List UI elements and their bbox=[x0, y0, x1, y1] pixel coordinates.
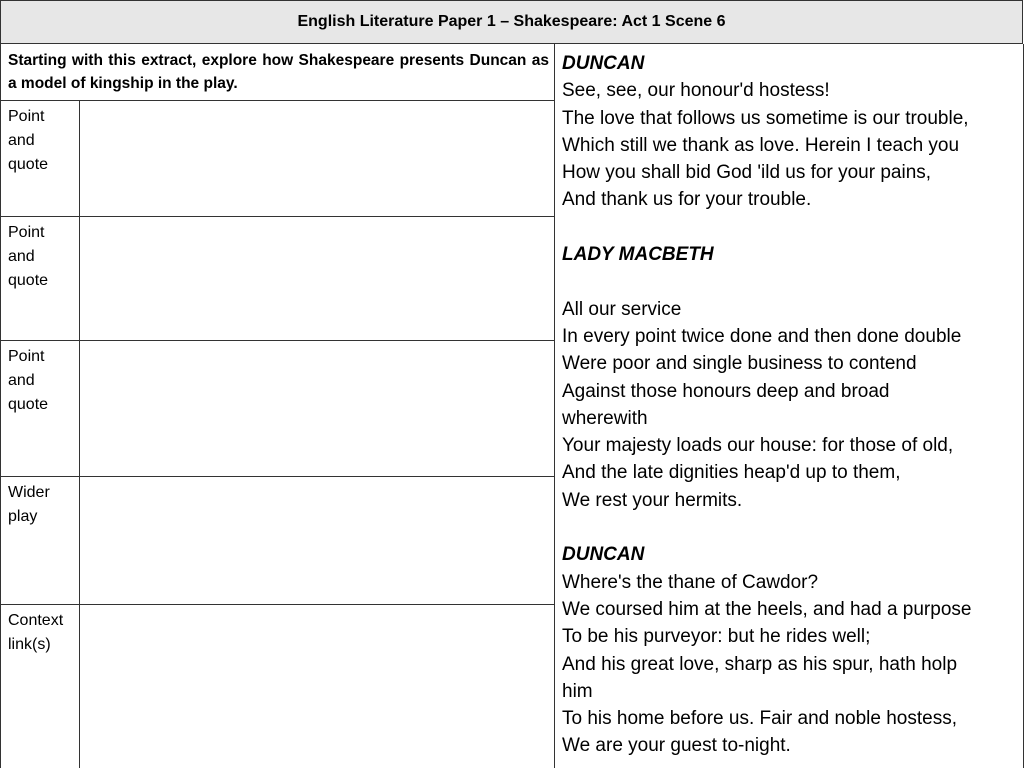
answer-cell[interactable] bbox=[80, 341, 555, 476]
verse-line: Which still we thank as love. Herein I teach you bbox=[562, 134, 960, 156]
stanza-gap bbox=[562, 514, 1023, 541]
verse-line: We coursed him at the heels, and had a purpose bbox=[562, 598, 972, 620]
verse-line: Where's the thane of Cawdor? bbox=[562, 571, 819, 593]
stanza-gap bbox=[562, 214, 1023, 241]
verse-line: Against those honours deep and broad bbox=[562, 380, 890, 402]
response-row-point-1 bbox=[1, 101, 555, 217]
response-table bbox=[0, 44, 555, 768]
answer-cell[interactable] bbox=[80, 605, 555, 768]
verse-line: And his great love, sharp as his spur, hath holp bbox=[562, 653, 958, 675]
row-label: Point and quote bbox=[1, 217, 80, 340]
page-header bbox=[0, 0, 1023, 44]
verse-line: In every point twice done and then done double bbox=[562, 325, 962, 347]
verse-line: We are your guest to-night. bbox=[562, 735, 791, 757]
verse-line: And the late dignities heap'd up to them, bbox=[562, 462, 901, 484]
verse-line: The love that follows us sometime is our trouble, bbox=[562, 107, 969, 129]
verse-line: All our service bbox=[562, 298, 682, 320]
row-label: Point and quote bbox=[1, 101, 80, 216]
speaker-name: LADY MACBETH bbox=[562, 244, 714, 266]
verse-line: To be his purveyor: but he rides well; bbox=[562, 626, 871, 648]
speaker-name: DUNCAN bbox=[562, 53, 645, 74]
verse-line: him bbox=[562, 680, 593, 702]
answer-cell[interactable] bbox=[80, 101, 555, 216]
verse-line: See, see, our honour'd hostess! bbox=[562, 80, 830, 102]
answer-cell[interactable] bbox=[80, 477, 555, 604]
verse-line: wherewith bbox=[562, 407, 648, 429]
response-row-context bbox=[1, 605, 555, 768]
verse-line: We rest your hermits. bbox=[562, 489, 743, 511]
response-row-wider-play bbox=[1, 477, 555, 605]
answer-cell[interactable] bbox=[80, 217, 555, 340]
verse-line: Were poor and single business to contend bbox=[562, 353, 917, 375]
row-label: Point and quote bbox=[1, 341, 80, 476]
task-prompt: Starting with this extract, explore how Shakespeare presents Duncan as a model of kingship in the play. bbox=[1, 44, 555, 101]
verse-line: Your majesty loads our house: for those of old, bbox=[562, 435, 954, 457]
speaker-name: DUNCAN bbox=[562, 544, 645, 566]
row-label: Wider play bbox=[1, 477, 80, 604]
row-label: Context link(s) bbox=[1, 605, 80, 768]
stanza-gap bbox=[562, 268, 1023, 295]
verse-line: How you shall bid God 'ild us for your pains, bbox=[562, 162, 932, 184]
page-title: English Literature Paper 1 – Shakespeare: Act 1 Scene 6 bbox=[297, 13, 726, 30]
extract-panel bbox=[555, 44, 1024, 768]
response-row-point-2 bbox=[1, 217, 555, 341]
response-row-point-3 bbox=[1, 341, 555, 477]
verse-line: To his home before us. Fair and noble hostess, bbox=[562, 708, 958, 730]
verse-line: And thank us for your trouble. bbox=[562, 189, 812, 211]
